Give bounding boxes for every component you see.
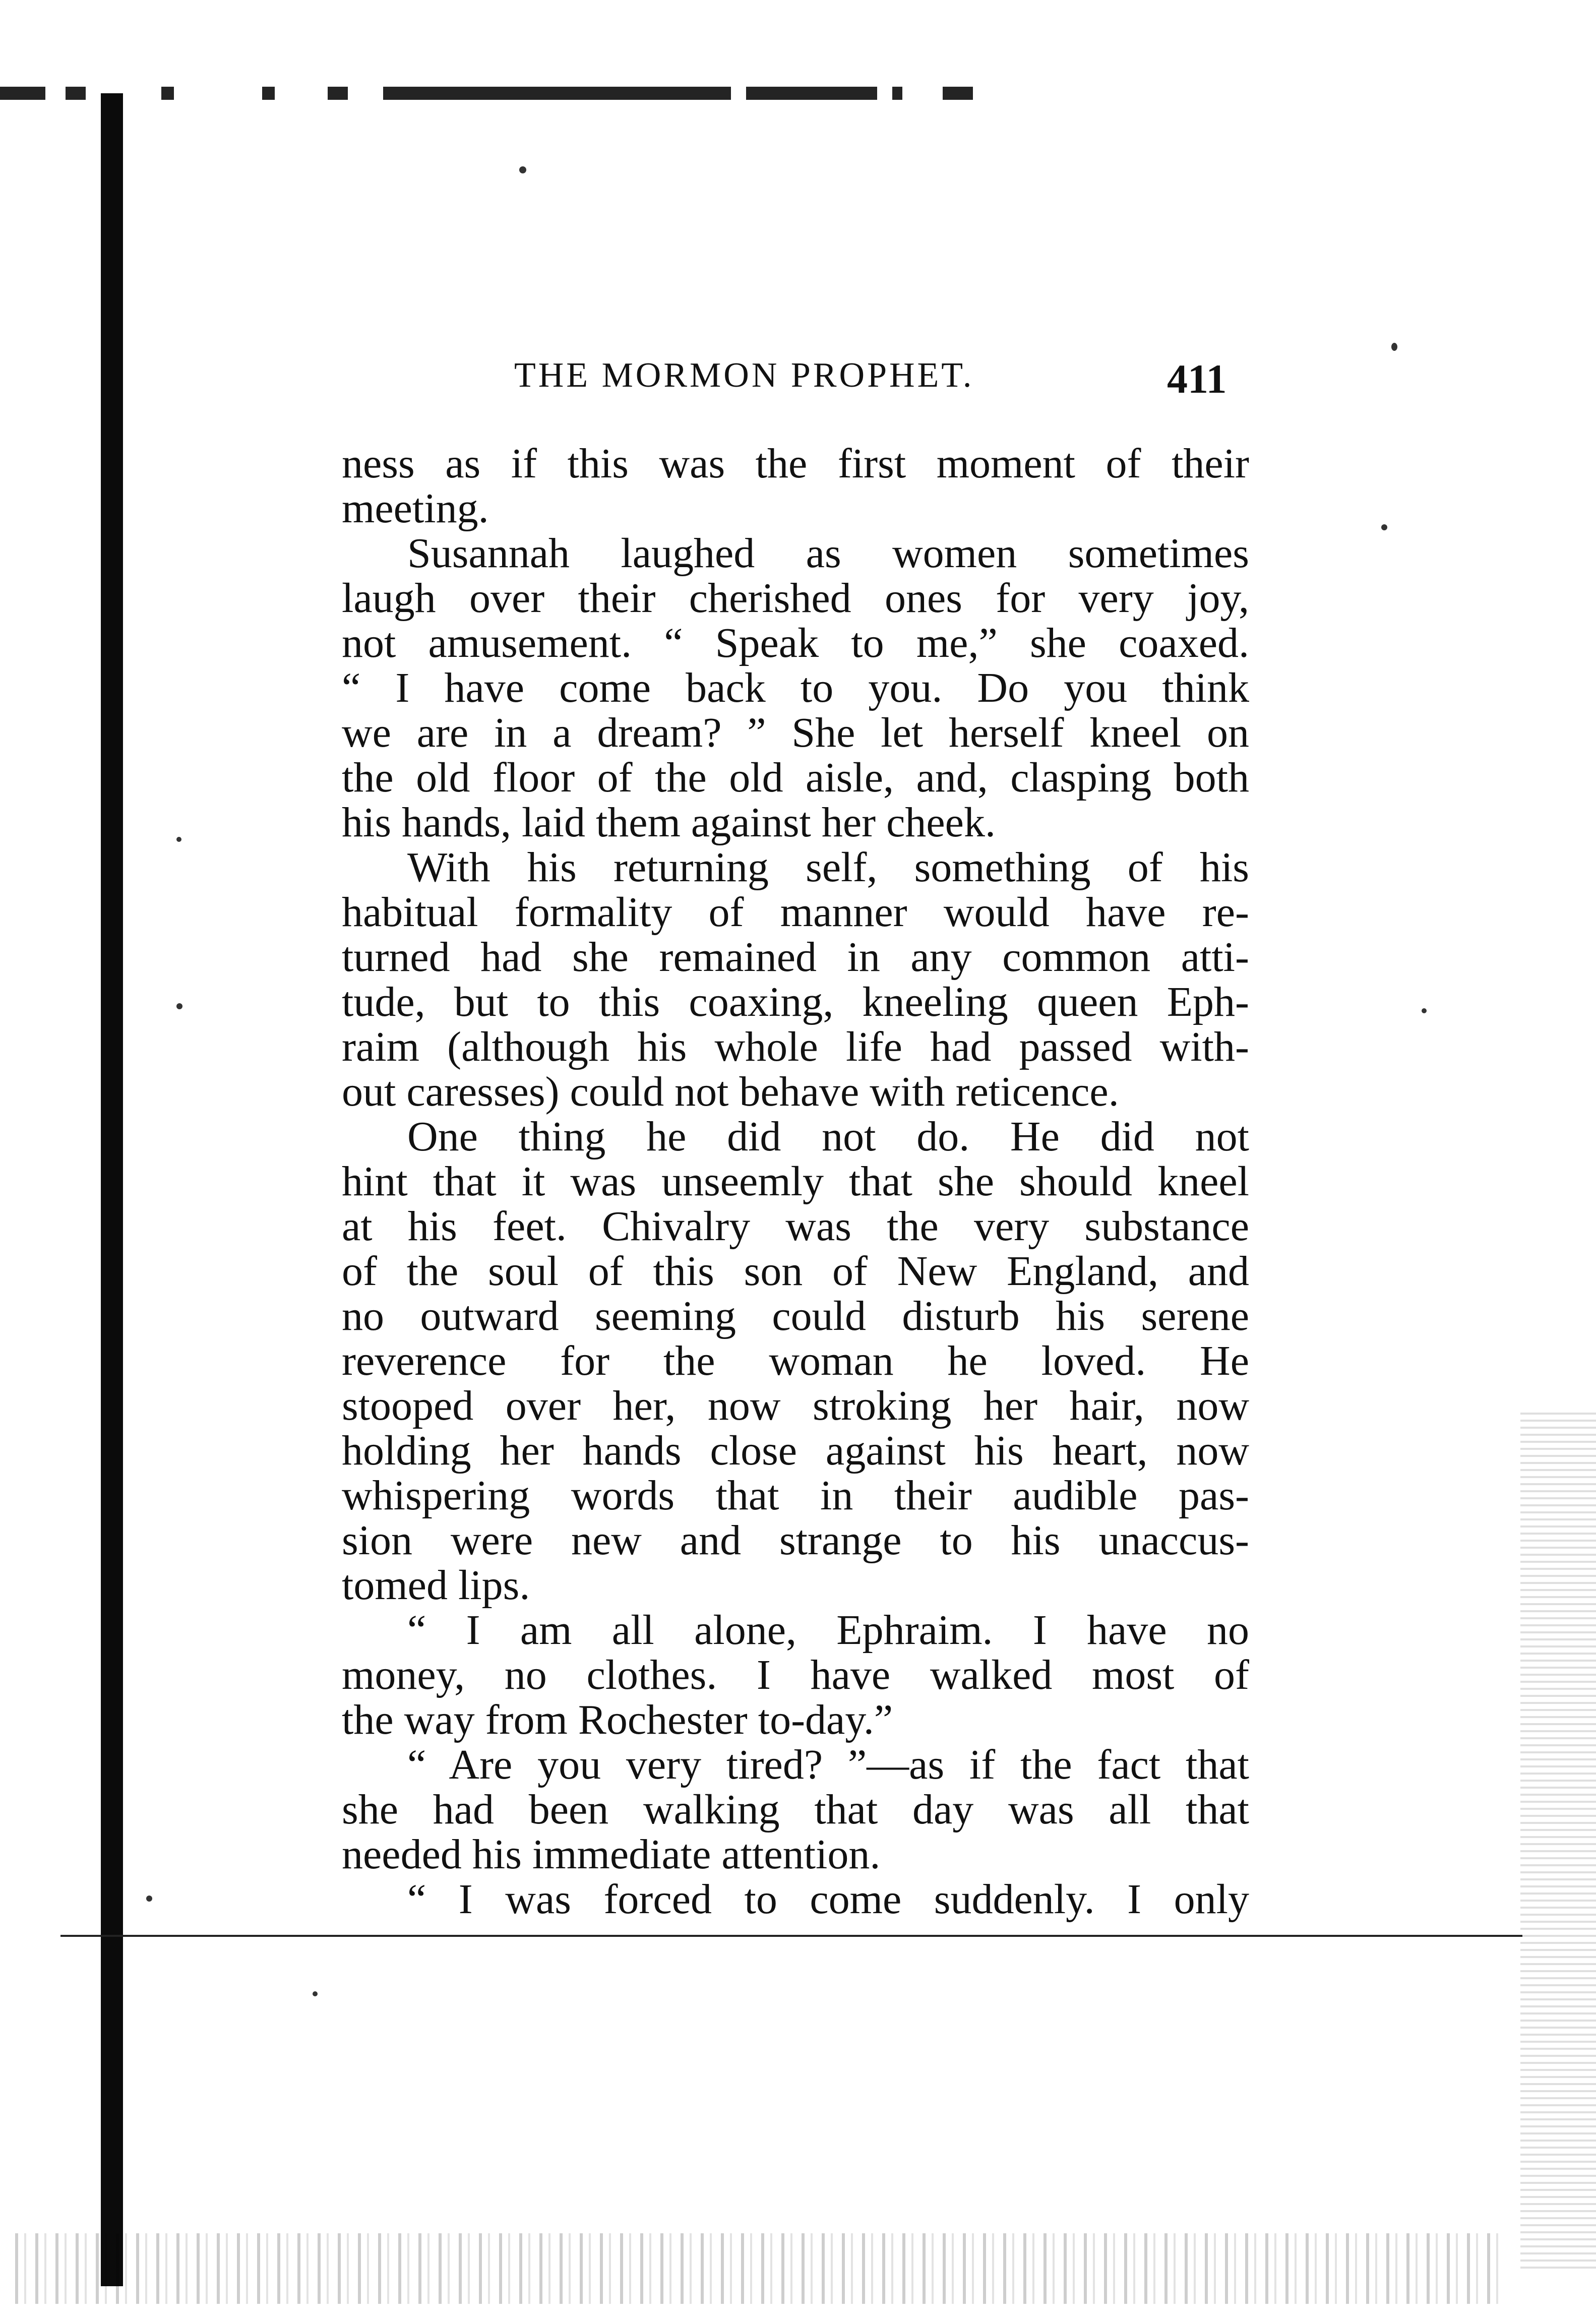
text-line: laugh over their cherished ones for very joy,	[342, 575, 1249, 622]
text-line: meeting.	[342, 485, 489, 532]
text-line: “ I was forced to come suddenly. I only	[407, 1876, 1249, 1923]
scan-bottom-noise	[15, 2233, 1502, 2304]
scan-speck	[176, 837, 181, 842]
text-line: Susannah laughed as women sometimes	[407, 530, 1249, 577]
text-line: no outward seeming could disturb his serene	[342, 1293, 1249, 1339]
text-line: “ I am all alone, Ephraim. I have no	[407, 1607, 1249, 1654]
scan-speck	[1391, 343, 1397, 351]
text-line: needed his immediate attention.	[342, 1831, 881, 1878]
text-line: “ I have come back to you. Do you think	[342, 664, 1249, 711]
scan-top-edge	[0, 87, 1487, 100]
text-line: his hands, laid them against her cheek.	[342, 799, 996, 846]
text-line: ness as if this was the first moment of their	[342, 440, 1249, 487]
page-number: 411	[1167, 356, 1227, 402]
text-line: tude, but to this coaxing, kneeling queen Eph-	[342, 979, 1249, 1025]
scan-speck	[313, 1991, 318, 1996]
text-line: tomed lips.	[342, 1562, 530, 1609]
text-line: money, no clothes. I have walked most of	[342, 1652, 1249, 1698]
text-line: whispering words that in their audible pas-	[342, 1472, 1249, 1519]
scan-speck	[1422, 1008, 1427, 1013]
text-line: “ Are you very tired? ”—as if the fact that	[407, 1741, 1249, 1788]
text-line: we are in a dream? ” She let herself kneel on	[342, 709, 1249, 756]
scan-speck	[1381, 524, 1387, 530]
text-line: turned had she remained in any common atti-	[342, 934, 1249, 981]
text-line: holding her hands close against his heart, now	[342, 1427, 1249, 1474]
page-spine-edge	[101, 93, 123, 2286]
text-line: not amusement. “ Speak to me,” she coaxed.	[342, 620, 1249, 666]
scan-speck	[519, 166, 526, 173]
text-line: the way from Rochester to-day.”	[342, 1696, 893, 1743]
text-line: the old floor of the old aisle, and, clasping both	[342, 754, 1249, 801]
text-line: she had been walking that day was all that	[342, 1786, 1249, 1833]
scan-artifact-line	[60, 1935, 1522, 1937]
text-line: of the soul of this son of New England, and	[342, 1248, 1249, 1295]
scan-speck	[176, 1003, 182, 1009]
text-line: hint that it was unseemly that she should kneel	[342, 1158, 1249, 1205]
scan-speck	[146, 1896, 152, 1902]
text-line: With his returning self, something of his	[407, 844, 1249, 891]
scan-right-edge-noise	[1520, 1412, 1596, 2269]
text-line: at his feet. Chivalry was the very substance	[342, 1203, 1249, 1250]
text-line: sion were new and strange to his unaccus-	[342, 1517, 1249, 1564]
running-head: THE MORMON PROPHET.	[514, 356, 974, 395]
text-line: out caresses) could not behave with reticence.	[342, 1068, 1119, 1115]
text-line: stooped over her, now stroking her hair, now	[342, 1382, 1249, 1429]
text-line: reverence for the woman he loved. He	[342, 1337, 1249, 1384]
text-line: habitual formality of manner would have re-	[342, 889, 1249, 936]
body-text	[342, 441, 1249, 1922]
text-line: raim (although his whole life had passed with-	[342, 1023, 1249, 1070]
text-line: One thing he did not do. He did not	[407, 1113, 1249, 1160]
